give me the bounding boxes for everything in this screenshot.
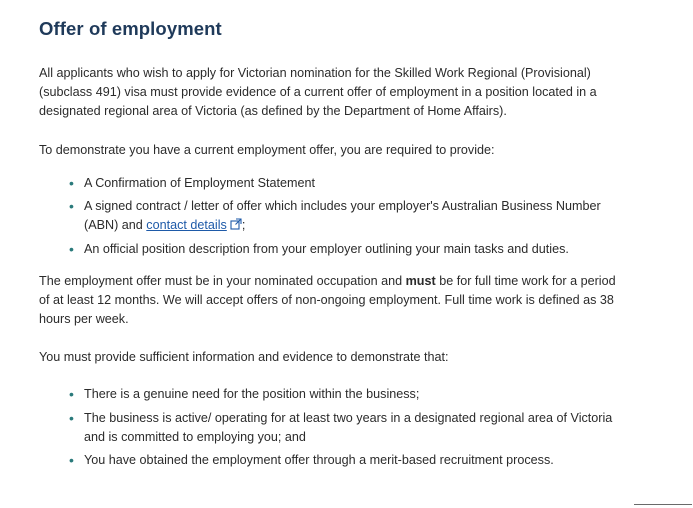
list-item bbox=[69, 240, 629, 259]
list-item-text: The business is active/ operating for at least two years in a designated regional area of Victoria and is committed to employing you; and bbox=[84, 410, 613, 444]
requirements-intro: To demonstrate you have a current employment offer, you are required to provide: bbox=[39, 142, 495, 157]
bullet-icon: • bbox=[69, 386, 74, 403]
requirements-list bbox=[39, 174, 629, 260]
divider bbox=[634, 504, 692, 505]
list-item-text: An official position description from your employer outlining your main tasks and duties. bbox=[84, 242, 569, 257]
occupation-emphasis: must bbox=[405, 273, 436, 288]
list-item bbox=[69, 409, 629, 447]
contact-details-link[interactable] bbox=[146, 218, 227, 232]
bullet-icon: • bbox=[69, 174, 74, 191]
list-item bbox=[69, 385, 629, 404]
intro-paragraph: All applicants who wish to apply for Victorian nomination for the Skilled Work Regional (Provisional) (subclass 491) visa must provide evidence of a current offer of employment in a position located in a designated regional area of Victoria (as defined by the Department of Home Affairs). bbox=[39, 66, 597, 119]
occupation-text-before: The employment offer must be in your nominated occupation and bbox=[39, 273, 406, 288]
evidence-list bbox=[39, 385, 629, 470]
bullet-icon: • bbox=[69, 198, 74, 215]
bullet-icon: • bbox=[69, 241, 74, 258]
list-item bbox=[69, 451, 629, 470]
list-item-text: There is a genuine need for the position within the business; bbox=[84, 387, 420, 402]
list-item-text: A Confirmation of Employment Statement bbox=[84, 175, 315, 190]
occupation-paragraph bbox=[39, 272, 629, 330]
contract-item-suffix: ; bbox=[241, 218, 246, 233]
bullet-icon: • bbox=[69, 452, 74, 469]
list-item bbox=[69, 197, 629, 236]
list-item-text: You have obtained the employment offer through a merit-based recruitment process. bbox=[84, 453, 554, 468]
page-content bbox=[39, 16, 629, 474]
page-title: Offer of employment bbox=[39, 18, 222, 39]
evidence-intro: You must provide sufficient information and evidence to demonstrate that: bbox=[39, 350, 449, 365]
contact-details-link-text: contact details bbox=[146, 218, 227, 233]
external-link-icon[interactable] bbox=[230, 217, 242, 236]
bullet-icon: • bbox=[69, 409, 74, 426]
list-item bbox=[69, 174, 629, 193]
occupation-text-after: be for full time work for a period of at least 12 months. We will accept offers of non-ongoing employment. Full time work is defined as 38 hours per week. bbox=[39, 273, 616, 327]
contract-item-prefix: A signed contract / letter of offer which includes your employer's Australian Business Number (ABN) and bbox=[84, 199, 601, 233]
